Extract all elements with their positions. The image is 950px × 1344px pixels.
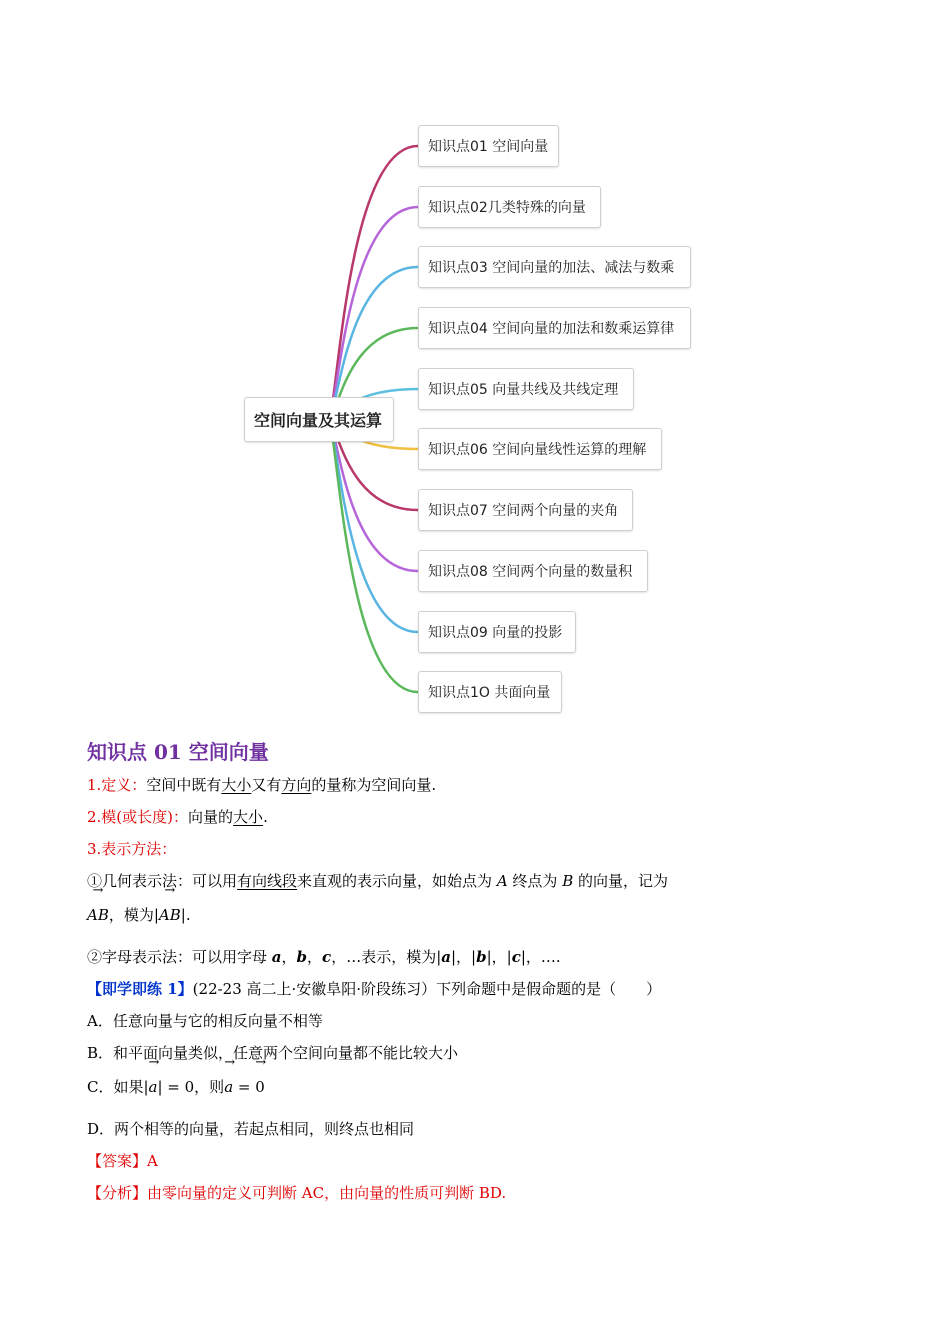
letter-a: a xyxy=(271,948,282,966)
text: = xyxy=(233,1078,256,1096)
text: ，模为| xyxy=(108,906,159,924)
text: 又有 xyxy=(251,776,282,794)
branch-node-09: 知识点09 向量的投影 xyxy=(418,611,576,653)
branch-node-05: 知识点05 向量共线及共线定理 xyxy=(418,368,634,410)
representation-line xyxy=(87,833,867,865)
letter-b: b xyxy=(476,948,487,966)
underlined-term: 方向 xyxy=(281,776,312,794)
letter-b: b xyxy=(296,948,308,966)
answer-tag: 【答案】 xyxy=(87,1152,148,1170)
analysis-line xyxy=(87,1177,867,1209)
exercise-tag: 【即学即练 1】 xyxy=(87,980,193,998)
branch-node-04: 知识点04 空间向量的加法和数乘运算律 xyxy=(418,307,691,349)
content xyxy=(87,735,867,1209)
definition-label: 1.定义： xyxy=(87,776,147,794)
vector-ab: → AB xyxy=(159,897,181,933)
branch-node-01: 知识点01 空间向量 xyxy=(418,125,559,167)
vector-a: → a xyxy=(224,1069,233,1105)
underlined-term: 大小 xyxy=(233,808,264,826)
option-b: B．和平面向量类似，任意两个空间向量都不能比较大小 xyxy=(87,1044,459,1062)
geometric-representation-cont xyxy=(87,897,867,941)
definition-line xyxy=(87,769,867,801)
vector-a: → a xyxy=(149,1069,158,1105)
branch-node-07: 知识点07 空间两个向量的夹角 xyxy=(418,489,633,531)
letter-representation xyxy=(87,941,867,973)
text: ，…表示，模为| xyxy=(331,948,442,966)
underlined-term: 大小 xyxy=(221,776,252,794)
connector-line xyxy=(330,146,418,420)
representation-label: 3.表示方法： xyxy=(87,840,177,858)
letter-c: c xyxy=(511,948,521,966)
letter-c: c xyxy=(322,948,332,966)
geometric-representation xyxy=(87,865,867,897)
branch-node-06: 知识点06 空间向量线性运算的理解 xyxy=(418,428,662,470)
letter-a: a xyxy=(441,948,451,966)
option-c xyxy=(87,1069,867,1113)
text: 空间中既有 xyxy=(146,776,222,794)
text: |，| xyxy=(486,948,512,966)
option-a: A．任意向量与它的相反向量不相等 xyxy=(87,1012,323,1030)
zero-vector: → 0 xyxy=(255,1069,265,1105)
text: ， xyxy=(307,948,323,966)
branch-node-03: 知识点03 空间向量的加法、减法与数乘 xyxy=(418,246,691,288)
text: ②字母表示法：可以用字母 xyxy=(87,948,272,966)
analysis-text: 由零向量的定义可判断 AC，由向量的性质可判断 BD. xyxy=(147,1184,507,1202)
text: ， xyxy=(281,948,297,966)
connector-line xyxy=(330,420,418,692)
text: 的量称为空间向量. xyxy=(311,776,437,794)
text: 的向量，记为 xyxy=(573,872,669,890)
point-b: B xyxy=(562,872,574,890)
text: 来直观的表示向量，如始点为 xyxy=(297,872,497,890)
underlined-term: 有向线段 xyxy=(237,872,298,890)
vector-ab: → AB xyxy=(87,897,109,933)
answer-value: A xyxy=(147,1152,158,1170)
exercise-question: (22-23 高二上·安徽阜阳·阶段练习）下列命题中是假命题的是（ ） xyxy=(192,980,662,998)
text: 终点为 xyxy=(507,872,563,890)
text: |，…. xyxy=(520,948,561,966)
text: 向量的 xyxy=(188,808,234,826)
exercise-header xyxy=(87,973,867,1005)
point-a: A xyxy=(496,872,508,890)
text: . xyxy=(263,808,268,826)
branch-node-02: 知识点02几类特殊的向量 xyxy=(418,186,601,228)
modulus-line xyxy=(87,801,867,833)
branch-node-08: 知识点08 空间两个向量的数量积 xyxy=(418,550,648,592)
section-title: 知识点 01 空间向量 xyxy=(87,740,269,764)
option-d: D．两个相等的向量，若起点相同，则终点也相同 xyxy=(87,1120,415,1138)
text: |，| xyxy=(450,948,477,966)
analysis-tag: 【分析】 xyxy=(87,1184,148,1202)
answer-line xyxy=(87,1145,867,1177)
text: |. xyxy=(180,906,191,924)
text: | = 0，则 xyxy=(157,1078,225,1096)
branch-node-10: 知识点1O 共面向量 xyxy=(418,671,562,713)
mind-map-root: 空间向量及其运算 xyxy=(244,397,394,442)
modulus-label: 2.模(或长度)： xyxy=(87,808,189,826)
text: ①几何表示法：可以用 xyxy=(87,872,238,890)
text: C．如果| xyxy=(87,1078,149,1096)
